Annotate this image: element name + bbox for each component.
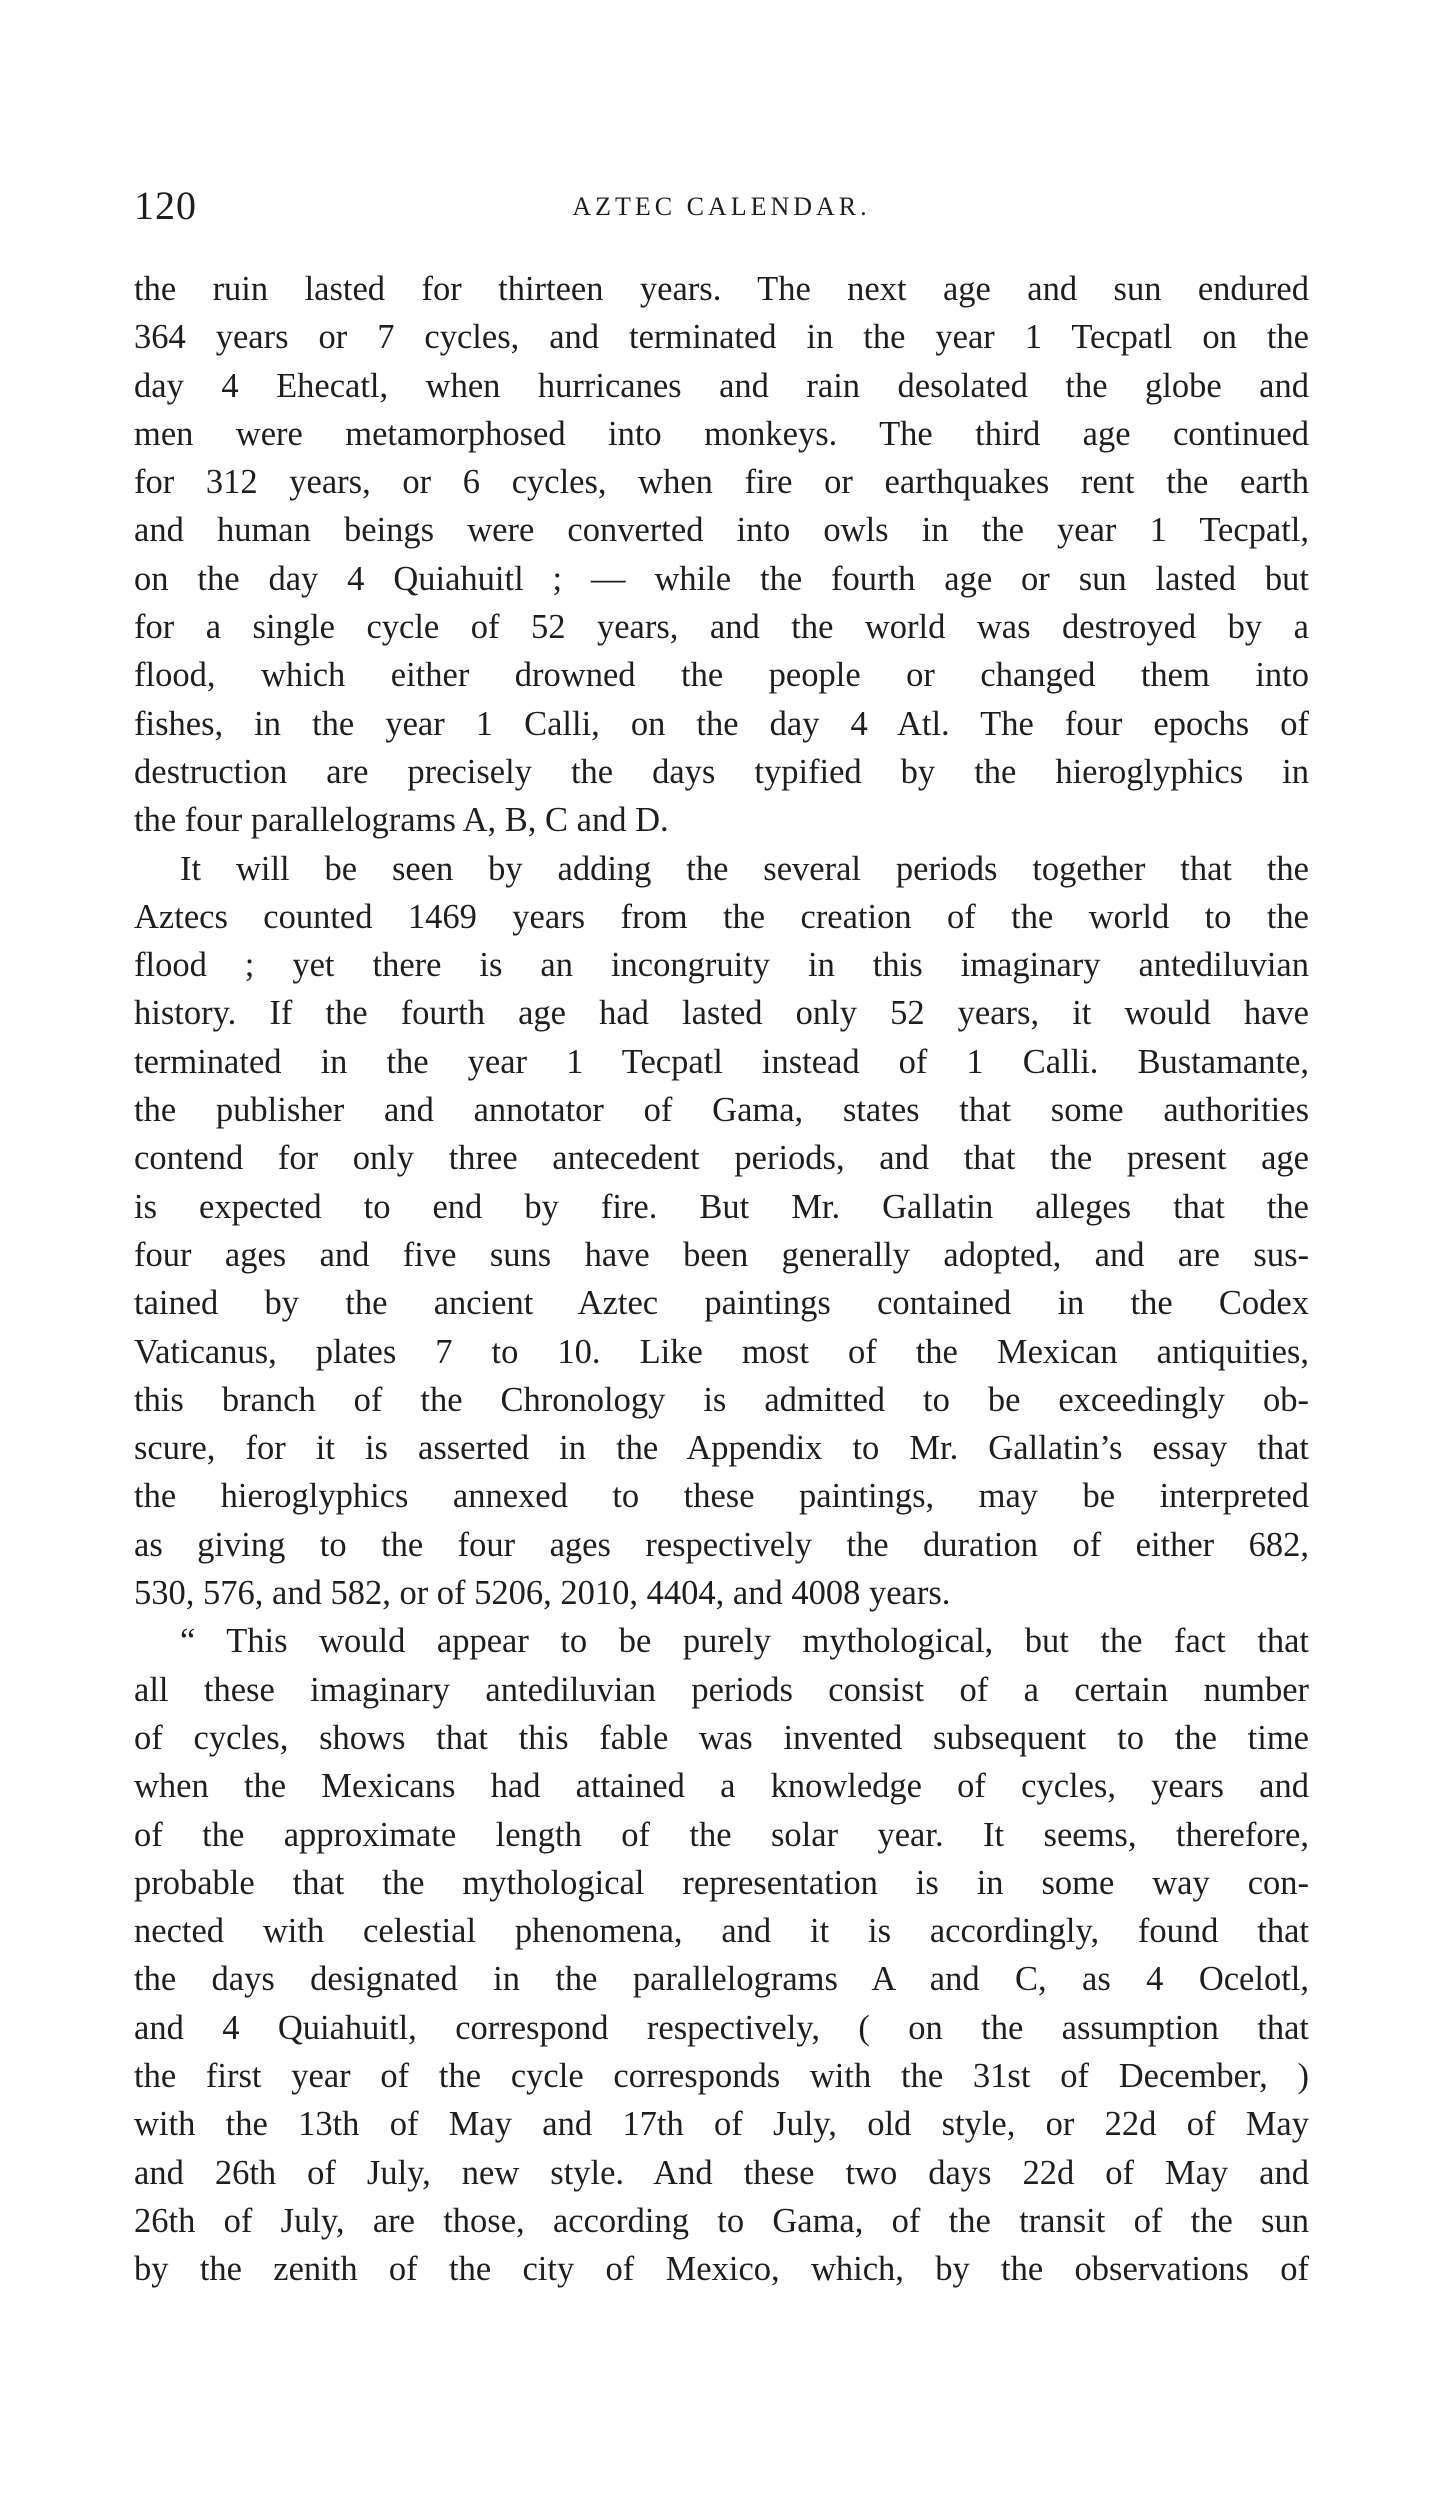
text-line: and 4 Quiahuitl, correspond respectively, ( on the assumption that: [134, 2008, 1309, 2047]
body-text: [134, 265, 1309, 2293]
text-line: flood ; yet there is an incongruity in this imaginary antediluvian: [134, 946, 1309, 985]
text-line: by the zenith of the city of Mexico, which, by the observations of: [134, 2250, 1309, 2289]
text-line: the days designated in the parallelograms A and C, as 4 Ocelotl,: [134, 1960, 1309, 1999]
text-line: “ This would appear to be purely mythological, but the fact that: [180, 1622, 1309, 1661]
text-line: flood, which either drowned the people or changed them into: [134, 656, 1309, 695]
paragraph: [134, 1617, 1309, 2293]
text-line: Vaticanus, plates 7 to 10. Like most of the Mexican antiquities,: [134, 1332, 1309, 1371]
text-line: four ages and five suns have been generally adopted, and are sus-: [134, 1235, 1309, 1274]
text-line: nected with celestial phenomena, and it is accordingly, found that: [134, 1912, 1309, 1951]
text-line: 364 years or 7 cycles, and terminated in the year 1 Tecpatl on the: [134, 318, 1309, 357]
text-line: all these imaginary antediluvian periods consist of a certain number: [134, 1670, 1309, 1709]
text-line: tained by the ancient Aztec paintings contained in the Codex: [134, 1284, 1309, 1323]
text-line: probable that the mythological representation is in some way con-: [134, 1863, 1309, 1902]
text-line: men were metamorphosed into monkeys. The third age continued: [134, 414, 1309, 453]
text-line: fishes, in the year 1 Calli, on the day 4 Atl. The four epochs of: [134, 704, 1309, 743]
paragraph: [134, 845, 1309, 1618]
text-line: for a single cycle of 52 years, and the world was destroyed by a: [134, 608, 1309, 647]
text-line: the publisher and annotator of Gama, states that some authorities: [134, 1091, 1309, 1130]
text-line: destruction are precisely the days typified by the hieroglyphics in: [134, 752, 1309, 791]
text-line: day 4 Ehecatl, when hurricanes and rain desolated the globe and: [134, 366, 1309, 405]
text-line: 26th of July, are those, according to Gama, of the transit of the sun: [134, 2201, 1309, 2240]
text-line: is expected to end by fire. But Mr. Gallatin alleges that the: [134, 1187, 1309, 1226]
text-line: the four parallelograms A, B, C and D.: [134, 801, 669, 840]
running-head: AZTEC CALENDAR.: [572, 192, 871, 221]
text-line: and 26th of July, new style. And these two days 22d of May and: [134, 2153, 1309, 2192]
text-line: the hieroglyphics annexed to these paintings, may be interpreted: [134, 1477, 1309, 1516]
text-line: as giving to the four ages respectively the duration of either 682,: [134, 1525, 1309, 1564]
page-number: 120: [134, 183, 197, 228]
text-line: this branch of the Chronology is admitted to be exceedingly ob-: [134, 1380, 1309, 1419]
text-line: contend for only three antecedent periods, and that the present age: [134, 1139, 1309, 1178]
text-line: It will be seen by adding the several periods together that the: [180, 849, 1309, 888]
text-line: the ruin lasted for thirteen years. The next age and sun endured: [134, 270, 1309, 308]
text-line: history. If the fourth age had lasted only 52 years, it would have: [134, 994, 1309, 1033]
text-line: on the day 4 Quiahuitl ; — while the fourth age or sun lasted but: [134, 559, 1309, 598]
paragraph: [134, 265, 1309, 845]
text-line: with the 13th of May and 17th of July, old style, or 22d of May: [134, 2105, 1309, 2144]
text-line: Aztecs counted 1469 years from the creation of the world to the: [134, 897, 1309, 936]
text-line: 530, 576, and 582, or of 5206, 2010, 4404, and 4008 years.: [134, 1574, 951, 1613]
text-line: for 312 years, or 6 cycles, when fire or earthquakes rent the earth: [134, 463, 1309, 502]
text-line: the first year of the cycle corresponds with the 31st of December, ): [134, 2056, 1309, 2095]
text-line: of the approximate length of the solar year. It seems, therefore,: [134, 1815, 1309, 1854]
text-line: scure, for it is asserted in the Appendix to Mr. Gallatin’s essay that: [134, 1429, 1309, 1468]
page-header: [134, 182, 1309, 232]
text-line: and human beings were converted into owls in the year 1 Tecpatl,: [134, 511, 1309, 550]
text-line: terminated in the year 1 Tecpatl instead of 1 Calli. Bustamante,: [134, 1042, 1309, 1081]
text-line: when the Mexicans had attained a knowledge of cycles, years and: [134, 1767, 1309, 1806]
text-line: of cycles, shows that this fable was invented subsequent to the time: [134, 1718, 1309, 1757]
